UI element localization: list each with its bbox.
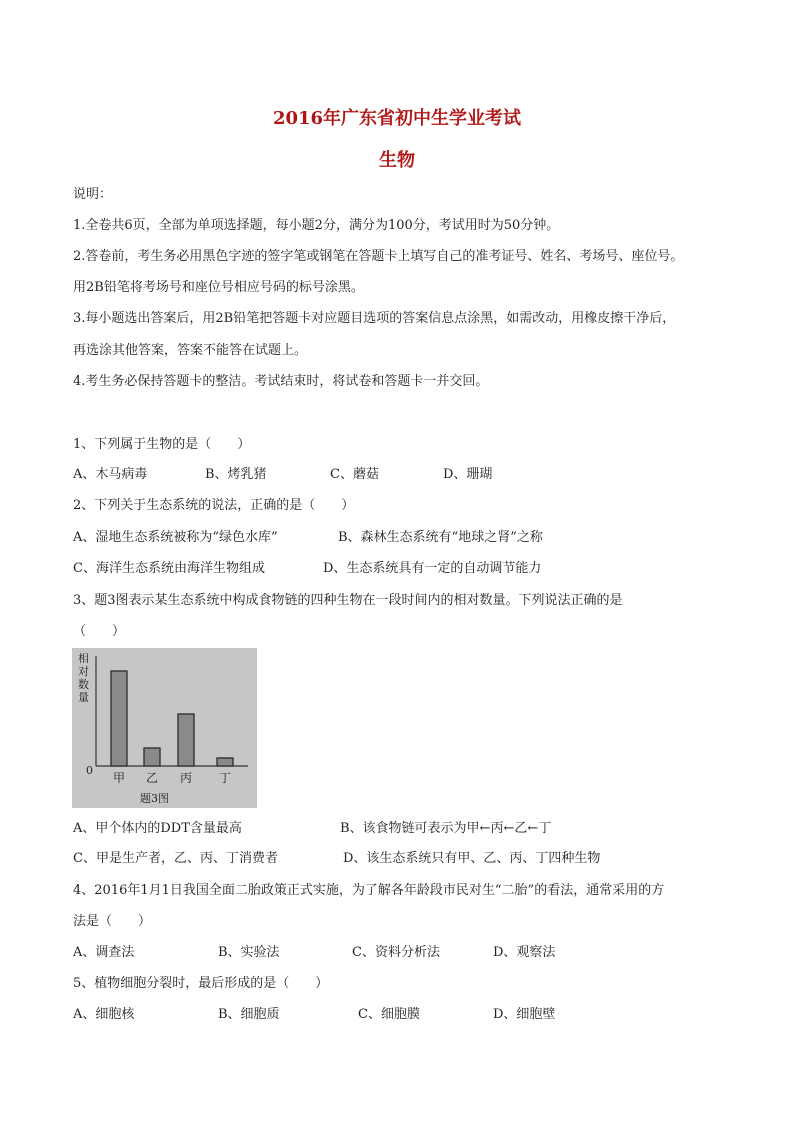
option-d: D、细胞壁 [493, 1007, 556, 1022]
bar-1 [144, 748, 160, 766]
origin-label: 0 [86, 764, 93, 777]
option-a: A、甲个体内的DDT含量最高 [73, 821, 242, 836]
option-a: A、木马病毒 [73, 467, 148, 482]
option-b: B、烤乳猪 [205, 467, 267, 482]
x-tick-label: 丁 [218, 771, 232, 785]
option-c: C、甲是生产者，乙、丙、丁消费者 [73, 851, 278, 866]
instruction-line: 2.答卷前，考生务必用黑色字迹的签字笔或钢笔在答题卡上填写自己的准考证号、姓名、考场号、座位号。 [73, 249, 684, 264]
instruction-line: 1.全卷共6页，全部为单项选择题，每小题2分，满分为100分，考试用时为50分钟。 [73, 218, 560, 233]
option-d: D、生态系统具有一定的自动调节能力 [323, 561, 542, 576]
option-c: C、海洋生态系统由海洋生物组成 [73, 561, 265, 576]
option-c: C、资料分析法 [352, 945, 440, 960]
exam-title: 2016年广东省初中生学业考试 [272, 108, 522, 129]
instruction-line: 用2B铅笔将考场号和座位号相应号码的标号涂黑。 [73, 280, 364, 295]
question-stem: 2、下列关于生态系统的说法，正确的是（ ） [73, 498, 355, 513]
y-axis-label: 相 对 数 量 [78, 652, 89, 704]
option-a: A、湿地生态系统被称为“绿色水库” [73, 530, 278, 545]
option-d: D、珊瑚 [443, 467, 493, 482]
option-b: B、该食物链可表示为甲←丙←乙←丁 [340, 821, 552, 836]
option-d: D、该生态系统只有甲、乙、丙、丁四种生物 [343, 851, 601, 866]
instruction-line: 3.每小题选出答案后，用2B铅笔把答题卡对应题目选项的答案信息点涂黑，如需改动，用橡皮擦干净后， [73, 311, 676, 326]
x-tick-label: 乙 [145, 771, 159, 785]
figure-3 [72, 648, 257, 808]
bar-2 [178, 714, 194, 766]
question-stem-continued: 法是（ ） [73, 914, 152, 929]
option-a: A、调查法 [73, 945, 135, 960]
question-stem: 5、植物细胞分裂时，最后形成的是（ ） [73, 976, 329, 991]
x-tick-label: 甲 [112, 771, 126, 785]
option-a: A、细胞核 [73, 1007, 135, 1022]
bar-chart [72, 648, 257, 808]
option-c: C、细胞膜 [358, 1007, 420, 1022]
question-stem: 1、下列属于生物的是（ ） [73, 437, 251, 452]
subject-title: 生物 [379, 150, 415, 171]
instruction-line: 再选涂其他答案，答案不能答在试题上。 [73, 343, 308, 358]
bar-0 [111, 671, 127, 766]
x-tick-label: 丙 [179, 771, 193, 785]
instructions-heading: 说明： [73, 187, 113, 202]
figure-caption: 题3图 [140, 792, 169, 805]
question-stem-continued: （ ） [73, 624, 126, 639]
instruction-line: 4.考生务必保持答题卡的整洁。考试结束时，将试卷和答题卡一并交回。 [73, 374, 489, 389]
question-stem: 3、题3图表示某生态系统中构成食物链的四种生物在一段时间内的相对数量。下列说法正确的是 [73, 593, 623, 608]
option-b: B、实验法 [218, 945, 280, 960]
option-c: C、蘑菇 [330, 467, 379, 482]
question-stem: 4、2016年1月1日我国全面二胎政策正式实施，为了解各年龄段市民对生“二胎”的看法，通常采用的方 [73, 883, 665, 898]
option-d: D、观察法 [493, 945, 556, 960]
option-b: B、森林生态系统有“地球之肾”之称 [338, 530, 543, 545]
bar-3 [217, 758, 233, 766]
option-b: B、细胞质 [218, 1007, 280, 1022]
